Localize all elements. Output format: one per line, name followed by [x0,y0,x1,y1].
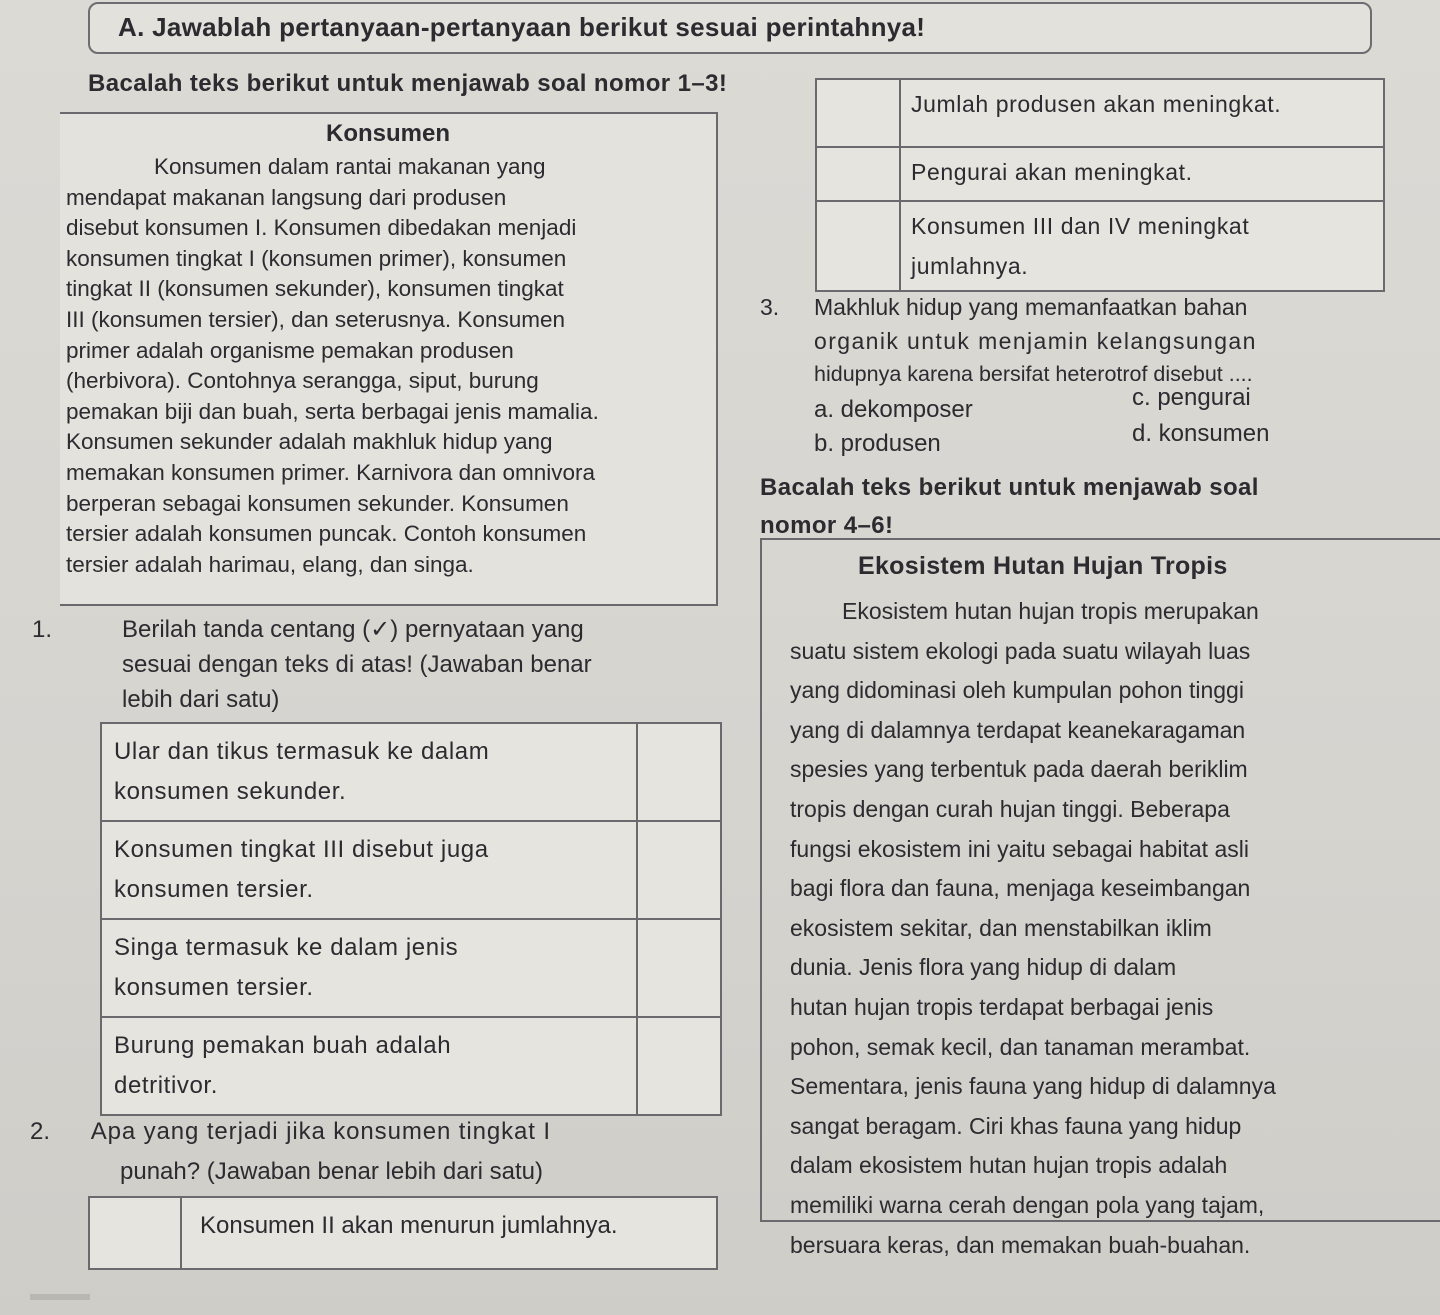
question-1 [32,612,732,717]
passage-line: Konsumen dalam rantai makanan yang [154,154,546,179]
passage-line: dunia. Jenis flora yang hidup di dalam [790,954,1177,981]
statement-text: Singa termasuk ke dalam jenis [114,934,459,961]
passage-line: tropis dengan curah hujan tinggi. Beberapa [790,795,1230,822]
checklist-row [816,201,1384,291]
passage-ekosistem-title: Ekosistem Hutan Hujan Tropis [858,552,1228,580]
question-2 [30,1112,551,1192]
checklist-row [816,79,1384,147]
checklist-row [101,919,721,1017]
passage-line: mendapat makanan langsung dari produsen [66,184,507,210]
statement-text: konsumen sekunder. [114,778,347,805]
checklist-row [101,821,721,919]
passage-ekosistem-body [790,592,1438,1265]
passage-line: memiliki warna cerah dengan pola yang tajam, [790,1191,1265,1218]
question-3-line: organik untuk menjamin kelangsungan [814,328,1257,354]
statement-cell [101,1017,637,1115]
passage-line: konsumen tingkat I (konsumen primer), konsumen [66,245,567,271]
passage-line: tingkat II (konsumen sekunder), konsumen tingkat [66,276,564,302]
passage-line: pemakan biji dan buah, serta berbagai jenis mamalia. [66,398,599,424]
question-3-line: hidupnya karena bersifat heterotrof disebut .... [814,362,1253,386]
statement-text: Jumlah produsen akan meningkat. [911,91,1282,117]
section-header-title: A. Jawablah pertanyaan-pertanyaan berikut sesuai perintahnya! [118,12,926,42]
passage-line: berperan sebagai konsumen sekunder. Konsumen [66,490,569,516]
passage-line: hutan hujan tropis terdapat berbagai jenis [790,993,1214,1020]
answer-checkbox[interactable] [816,79,900,147]
statement-cell [101,919,637,1017]
statement-cell [181,1197,717,1269]
option-b[interactable]: b. produsen [814,430,941,457]
passage-line: sangat beragam. Ciri khas fauna yang hidup [790,1112,1242,1139]
statement-text: konsumen tersier. [114,974,314,1001]
statement-text: Burung pemakan buah adalah [114,1032,452,1059]
passage-line: bagi flora dan fauna, menjaga keseimbangan [790,875,1251,902]
passage-line: dalam ekosistem hutan hujan tropis adalah [790,1152,1228,1179]
checklist-row [816,147,1384,201]
passage-line: Konsumen sekunder adalah makhluk hidup yang [66,429,553,455]
option-d[interactable]: d. konsumen [1132,420,1270,447]
question-2-line: Apa yang terjadi jika konsumen tingkat I [90,1118,551,1145]
passage-line: ekosistem sekitar, dan menstabilkan iklim [790,914,1212,941]
answer-checkbox[interactable] [637,1017,721,1115]
statement-text: Konsumen III dan IV meningkat [911,213,1250,239]
statement-text: detritivor. [114,1072,218,1099]
statement-text: Pengurai akan meningkat. [911,159,1193,185]
instruction-2-line2: nomor 4–6! [760,512,894,539]
question-1-line: Berilah tanda centang (✓) pernyataan yang [122,616,584,643]
passage-line: yang didominasi oleh kumpulan pohon tinggi [790,677,1244,704]
answer-checkbox[interactable] [89,1197,181,1269]
answer-checkbox[interactable] [637,723,721,821]
statement-cell [900,201,1384,291]
passage-body [60,148,716,580]
question-1-checklist [100,722,722,1116]
passage-line: spesies yang terbentuk pada daerah beriklim [790,756,1248,783]
statement-cell [101,821,637,919]
passage-line: tersier adalah harimau, elang, dan singa. [66,551,474,577]
checklist-row [101,1017,721,1115]
passage-line: disebut konsumen I. Konsumen dibedakan menjadi [66,215,577,241]
statement-cell [900,147,1384,201]
passage-line: suatu sistem ekologi pada suatu wilayah luas [790,637,1251,664]
passage-line: primer adalah organisme pemakan produsen [66,337,514,363]
answer-checkbox[interactable] [816,147,900,201]
question-1-line: sesuai dengan teks di atas! (Jawaban benar [122,651,592,678]
question-2-line: punah? (Jawaban benar lebih dari satu) [120,1158,543,1185]
question-2-checklist-continued [815,78,1385,292]
question-3-number: 3. [760,294,780,320]
passage-title: Konsumen [325,120,450,147]
statement-cell [101,723,637,821]
statement-text: Konsumen tingkat III disebut juga [114,836,489,863]
passage-line: III (konsumen tersier), dan seterusnya. Konsumen [66,306,565,332]
statement-text: Ular dan tikus termasuk ke dalam [114,738,490,765]
answer-checkbox[interactable] [637,821,721,919]
question-1-line: lebih dari satu) [122,686,280,713]
option-a[interactable]: a. dekomposer [814,396,973,423]
question-2-checklist [88,1196,718,1270]
statement-text: Konsumen II akan menurun jumlahnya. [200,1212,618,1239]
question-2-number: 2. [30,1118,51,1145]
passage-line: fungsi ekosistem ini yaitu sebagai habitat asli [790,835,1249,862]
passage-line: pohon, semak kecil, dan tanaman merambat. [790,1033,1251,1060]
passage-line: bersuara keras, dan memakan buah-buahan. [790,1231,1251,1258]
question-1-number: 1. [32,616,53,643]
passage-line: Sementara, jenis fauna yang hidup di dalamnya [790,1073,1276,1100]
instruction-1: Bacalah teks berikut untuk menjawab soal nomor 1–3! [88,70,728,97]
passage-line: tersier adalah konsumen puncak. Contoh konsumen [66,521,587,547]
passage-line: memakan konsumen primer. Karnivora dan omnivora [66,459,595,485]
passage-konsumen [60,112,718,606]
instruction-2: Bacalah teks berikut untuk menjawab soal [760,474,1259,501]
answer-checkbox[interactable] [816,201,900,291]
option-c[interactable]: c. pengurai [1132,384,1251,411]
passage-line: Ekosistem hutan hujan tropis merupakan [842,598,1259,624]
passage-line: yang di dalamnya terdapat keanekaragaman [790,716,1246,743]
page-smudge [30,1294,90,1300]
section-header-box [88,2,1372,54]
statement-text: jumlahnya. [911,253,1029,279]
checklist-row [101,723,721,821]
statement-text: konsumen tersier. [114,876,314,903]
answer-checkbox[interactable] [637,919,721,1017]
statement-cell [900,79,1384,147]
passage-line: (herbivora). Contohnya serangga, siput, burung [66,368,539,394]
question-3-line: Makhluk hidup yang memanfaatkan bahan [814,294,1248,320]
checklist-row [89,1197,717,1269]
